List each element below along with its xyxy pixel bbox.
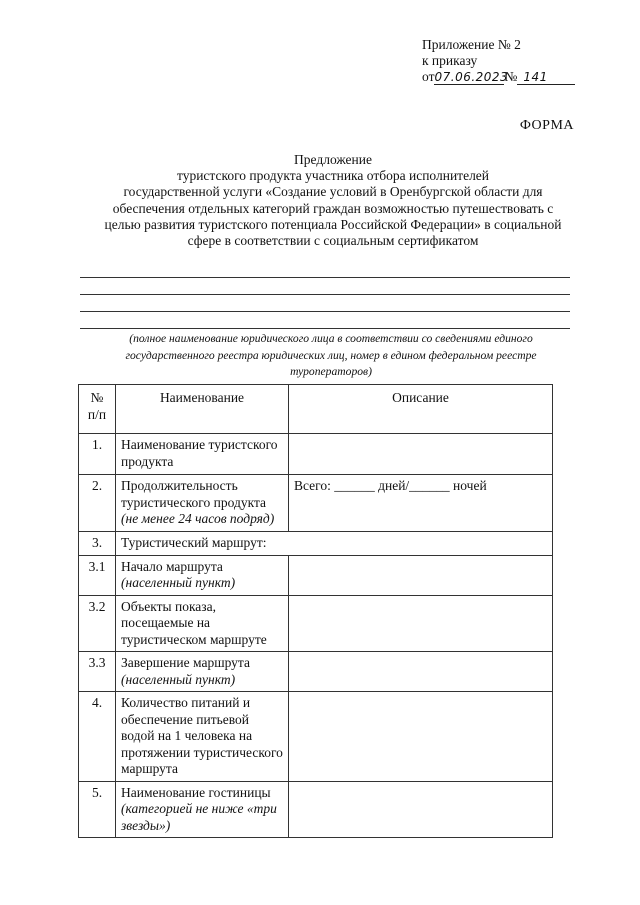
order-date-number-line bbox=[422, 69, 575, 85]
row-description bbox=[289, 595, 553, 652]
handwritten-number: 141 bbox=[517, 70, 575, 85]
from-label: от bbox=[422, 69, 435, 84]
row-description bbox=[289, 555, 553, 595]
row-note: (не менее 24 часов подряд) bbox=[121, 511, 275, 526]
header-name: Наименование bbox=[116, 385, 289, 434]
handwritten-date: 07.06.2023 bbox=[434, 70, 509, 84]
row-number: 3. bbox=[79, 532, 116, 556]
row-name-cell bbox=[116, 692, 289, 782]
table-row bbox=[79, 692, 553, 782]
row-name: Продолжительность туристического продукта bbox=[121, 478, 267, 510]
row-name-cell bbox=[116, 475, 289, 532]
row-number: 4. bbox=[79, 692, 116, 782]
header-description: Описание bbox=[289, 385, 553, 434]
row-description bbox=[289, 781, 553, 838]
document-title bbox=[74, 152, 592, 249]
legal-entity-caption: (полное наименование юридического лица в соответствии со сведениями единого государственного реестра юридических лиц, номер в едином федеральном реестре туроператоров) bbox=[125, 332, 537, 378]
table-row bbox=[79, 532, 553, 556]
row-name: Объекты показа, посещаемые на туристическом маршруте bbox=[121, 598, 267, 647]
row-name-cell bbox=[116, 781, 289, 838]
row-name-cell bbox=[116, 532, 553, 556]
appendix-order-ref: к приказу bbox=[422, 53, 478, 68]
table-row bbox=[79, 781, 553, 838]
table-header-row bbox=[79, 385, 553, 434]
row-note: (категорией не ниже «три звезды») bbox=[121, 801, 277, 833]
title-line: обеспечения отдельных категорий граждан возможностью путешествовать с bbox=[112, 200, 554, 216]
table-row bbox=[79, 555, 553, 595]
row-number: 1. bbox=[79, 434, 116, 475]
blank-fill-line bbox=[80, 294, 570, 295]
row-name: Наименование гостиницы bbox=[121, 784, 271, 800]
row-name: Туристический маршрут: bbox=[121, 535, 267, 550]
appendix-block bbox=[422, 37, 575, 85]
header-number: № п/п bbox=[79, 385, 116, 434]
appendix-title: Приложение № 2 bbox=[422, 37, 521, 52]
row-number: 3.3 bbox=[79, 652, 116, 692]
number-label: № bbox=[504, 69, 518, 84]
row-name: Завершение маршрута bbox=[121, 655, 250, 670]
blank-fill-line bbox=[80, 311, 570, 312]
row-name: Наименование туристского продукта bbox=[121, 437, 278, 469]
row-number: 2. bbox=[79, 475, 116, 532]
table-row bbox=[79, 475, 553, 532]
row-description bbox=[289, 434, 553, 475]
row-number: 3.2 bbox=[79, 595, 116, 652]
title-line: государственной услуги «Создание условий в Оренбургской области для bbox=[123, 184, 543, 200]
table-row bbox=[79, 434, 553, 475]
table-row bbox=[79, 595, 553, 652]
row-name-cell bbox=[116, 555, 289, 595]
row-name: Начало маршрута bbox=[121, 558, 223, 574]
row-name-cell bbox=[116, 434, 289, 475]
blank-fill-line bbox=[80, 277, 570, 278]
title-line: целью развития туристского потенциала Российской Федерации» в социальной bbox=[104, 216, 562, 232]
row-name-cell bbox=[116, 652, 289, 692]
row-name: Количество питаний и обеспечение питьевой водой на 1 человека на протяжении туристического маршрута bbox=[121, 695, 283, 776]
title-line: туристского продукта участника отбора исполнителей bbox=[176, 168, 490, 184]
row-name-cell bbox=[116, 595, 289, 652]
row-note: (населенный пункт) bbox=[121, 671, 236, 687]
title-line: сфере в соответствии с социальным сертификатом bbox=[187, 233, 479, 249]
row-number: 3.1 bbox=[79, 555, 116, 595]
table-row bbox=[79, 652, 553, 692]
row-number: 5. bbox=[79, 781, 116, 838]
row-description bbox=[289, 652, 553, 692]
blank-fill-line bbox=[80, 328, 570, 329]
product-table bbox=[78, 384, 553, 838]
form-label: ФОРМА bbox=[519, 118, 574, 133]
row-description: Всего: ______ дней/______ ночей bbox=[289, 475, 553, 532]
row-note: (населенный пункт) bbox=[121, 575, 236, 590]
title-line: Предложение bbox=[294, 152, 372, 167]
row-description bbox=[289, 692, 553, 782]
